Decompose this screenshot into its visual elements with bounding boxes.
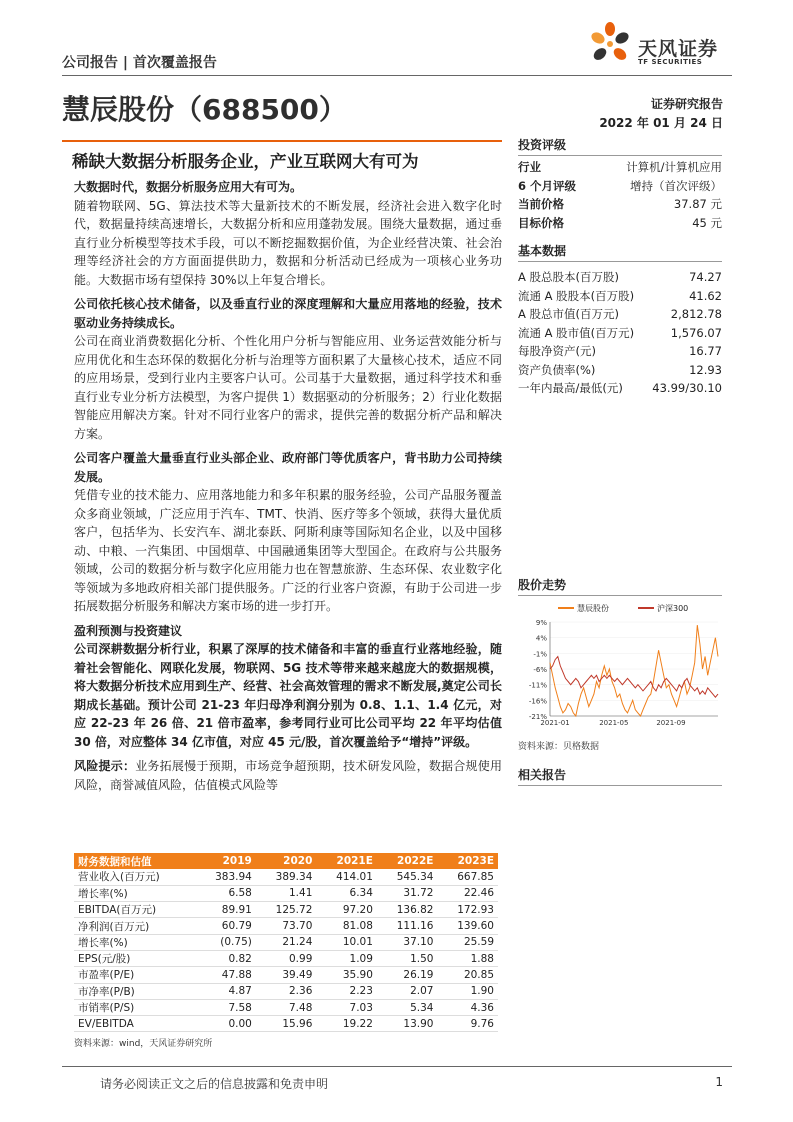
table-header-label: 财务数据和估值: [74, 853, 195, 869]
report-type: 证券研究报告: [650, 97, 723, 111]
basic-data-panel: [518, 242, 722, 398]
logo-text: 天风证券: [638, 38, 719, 60]
related-panel: [518, 766, 722, 786]
risk-paragraph: [74, 757, 502, 794]
table-cell: 5.34: [377, 999, 438, 1015]
table-cell: 19.22: [316, 1016, 377, 1032]
page-number: 1: [715, 1075, 723, 1089]
table-row: [74, 885, 498, 901]
table-row-label: EBITDA(百万元): [74, 902, 195, 918]
table-cell: 7.48: [256, 999, 317, 1015]
section-paragraph: 公司在商业消费数据化分析、个性化用户分析与智能应用、业务运营效能分析与应用优化和生态环保的数据化分析与治理等方面积累了大量核心技术，适应不同的应用场景，受到行业内主要客户认可。公司基于大量数据，通过科学技术和垂直行业专业分析方法模型，为客户提供 1）数据驱动的分析服务；2）行业化数据智能应用解决方案。针对不同行业客户的需求，提供完善的数据分析产品和解决方案。: [74, 334, 502, 441]
table-cell: 7.03: [316, 999, 377, 1015]
table-cell: 31.72: [377, 885, 438, 901]
rating-panel: [518, 136, 722, 232]
table-row: [74, 1016, 498, 1032]
table-cell: 73.70: [256, 918, 317, 934]
header-divider: [62, 75, 732, 76]
price-line-chart: [518, 598, 722, 734]
basic-key: 资产负债率(%): [518, 362, 596, 377]
table-cell: 4.87: [195, 983, 256, 999]
table-cell: 0.82: [195, 950, 256, 966]
section-paragraph: 公司深耕数据分析行业，积累了深厚的技术储备和丰富的垂直行业落地经验，随着社会智能化、网联化发展，物联网、5G 技术等带来越来越庞大的数据规模，将大数据分析技术应用到生产、经营、社会高效管理的需求不断发展,奠定公司长期成长基础。预计公司 21-23 年归母净利润分别为 0.8、1.1、1.4 亿元，对应 22-23 年 26 倍、21 倍市盈率，参考同行业可比公司平均 22 年平均估值 30 倍，对应整体 34 亿市值，对应 45 元/股，首次覆盖给予“增持”评级。: [74, 642, 502, 749]
legend-label: 慧辰股份: [577, 604, 609, 613]
rating-value: 45 元: [692, 215, 722, 230]
legend-label: 沪深300: [657, 604, 689, 613]
chart-head: 股价走势: [518, 576, 722, 596]
table-cell: 47.88: [195, 967, 256, 983]
table-header-year: 2022E: [377, 853, 438, 869]
basic-key: 一年内最高/最低(元): [518, 381, 623, 395]
table-row-label: EPS(元/股): [74, 950, 195, 966]
table-cell: 139.60: [437, 918, 498, 934]
table-cell: 7.58: [195, 999, 256, 1015]
basic-key: 每股净资产(元): [518, 344, 596, 358]
x-tick-label: 2021-01: [540, 719, 570, 727]
table-cell: 15.96: [256, 1016, 317, 1032]
table-cell: (0.75): [195, 934, 256, 950]
table-row-label: 市销率(P/S): [74, 999, 195, 1015]
rating-key: 目标价格: [518, 215, 564, 230]
basic-value: 74.27: [689, 270, 722, 284]
table-cell: 1.09: [316, 950, 377, 966]
table-cell: 0.00: [195, 1016, 256, 1032]
main-body: [74, 178, 502, 794]
table-cell: 545.34: [377, 869, 438, 885]
series-line-index: [550, 657, 718, 698]
table-cell: 389.34: [256, 869, 317, 885]
x-tick-label: 2021-05: [599, 719, 629, 727]
table-row: [74, 934, 498, 950]
table-row: [74, 918, 498, 934]
basic-key: 流通 A 股股本(百万股): [518, 288, 635, 303]
table-row: [74, 999, 498, 1015]
table-row: [74, 869, 498, 885]
chart-source: 资料来源：贝格数据: [518, 742, 600, 752]
y-tick-label: -6%: [533, 666, 547, 674]
tf-logo-icon: [586, 20, 634, 68]
basic-key: A 股总股本(百万股): [518, 270, 619, 284]
table-cell: 89.91: [195, 902, 256, 918]
table-row-label: 增长率(%): [74, 934, 195, 950]
basic-key: 流通 A 股市值(百万元): [518, 325, 635, 340]
table-cell: 1.41: [256, 885, 317, 901]
risk-text: 业务拓展慢于预期，市场竞争超预期，技术研发风险，数据合规使用风险，商誉减值风险，估值模式风险等: [74, 759, 502, 792]
logo-subtext: TF SECURITIES: [638, 58, 703, 66]
table-header-year: 2023E: [437, 853, 498, 869]
rating-head: 投资评级: [518, 136, 722, 156]
table-row-label: 市盈率(P/E): [74, 967, 195, 983]
footer-disclaimer: 请务必阅读正文之后的信息披露和免责申明: [100, 1077, 329, 1091]
table-cell: 9.76: [437, 1016, 498, 1032]
table-cell: 172.93: [437, 902, 498, 918]
x-tick-label: 2021-09: [656, 719, 686, 727]
table-row-label: EV/EBITDA: [74, 1016, 195, 1032]
report-subtitle: 稀缺大数据分析服务企业，产业互联网大有可为: [72, 152, 419, 171]
rating-value: 37.87 元: [673, 197, 722, 211]
table-cell: 1.50: [377, 950, 438, 966]
table-cell: 2.36: [256, 983, 317, 999]
basic-value: 16.77: [689, 344, 722, 358]
table-cell: 383.94: [195, 869, 256, 885]
table-cell: 22.46: [437, 885, 498, 901]
financial-table-wrap: [74, 853, 498, 1049]
table-cell: 39.49: [256, 967, 317, 983]
table-cell: 6.58: [195, 885, 256, 901]
y-tick-label: -16%: [528, 697, 547, 706]
section-heading: 公司客户覆盖大量垂直行业头部企业、政府部门等优质客户，背书助力公司持续发展。: [74, 451, 502, 484]
table-cell: 13.90: [377, 1016, 438, 1032]
table-source: 资料来源：wind，天风证券研究所: [74, 1039, 213, 1050]
table-row: [74, 950, 498, 966]
financial-table: [74, 853, 498, 1032]
rating-value: 增持（首次评级）: [630, 178, 722, 193]
section-heading: 公司依托核心技术储备，以及垂直行业的深度理解和大量应用落地的经验，技术驱动业务持续成长。: [74, 297, 502, 330]
basic-value: 1,576.07: [670, 325, 722, 340]
section-heading: 盈利预测与投资建议: [74, 623, 183, 638]
table-cell: 26.19: [377, 967, 438, 983]
table-row-label: 营业收入(百万元): [74, 869, 195, 885]
report-category: 公司报告 | 首次覆盖报告: [62, 55, 217, 71]
table-cell: 1.88: [437, 950, 498, 966]
table-row: [74, 967, 498, 983]
table-cell: 111.16: [377, 918, 438, 934]
table-row: [74, 902, 498, 918]
table-cell: 125.72: [256, 902, 317, 918]
table-row-label: 增长率(%): [74, 885, 195, 901]
table-header-year: 2019: [195, 853, 256, 869]
rating-key: 当前价格: [518, 197, 564, 211]
rating-key: 6 个月评级: [518, 178, 577, 193]
table-cell: 60.79: [195, 918, 256, 934]
table-cell: 21.24: [256, 934, 317, 950]
table-cell: 667.85: [437, 869, 498, 885]
basic-value: 43.99/30.10: [652, 381, 722, 395]
table-cell: 2.07: [377, 983, 438, 999]
table-cell: 2.23: [316, 983, 377, 999]
rating-value: 计算机/计算机应用: [626, 160, 722, 174]
table-cell: 1.90: [437, 983, 498, 999]
related-head: 相关报告: [518, 766, 722, 786]
table-row: [74, 983, 498, 999]
table-cell: 136.82: [377, 902, 438, 918]
rating-key: 行业: [518, 160, 541, 174]
table-cell: 35.90: [316, 967, 377, 983]
table-cell: 4.36: [437, 999, 498, 1015]
basic-value: 41.62: [689, 288, 722, 303]
basic-key: A 股总市值(百万元): [518, 307, 619, 321]
table-cell: 81.08: [316, 918, 377, 934]
y-tick-label: 4%: [535, 634, 547, 643]
section-heading: 大数据时代，数据分析服务应用大有可为。: [74, 180, 303, 194]
table-cell: 20.85: [437, 967, 498, 983]
y-tick-label: -21%: [528, 713, 547, 721]
table-row-label: 净利润(百万元): [74, 918, 195, 934]
table-cell: 25.59: [437, 934, 498, 950]
footer-divider: [62, 1066, 732, 1067]
y-tick-label: -1%: [533, 650, 547, 659]
table-header-year: 2021E: [316, 853, 377, 869]
title-divider: [62, 140, 502, 142]
table-cell: 414.01: [316, 869, 377, 885]
table-row-label: 市净率(P/B): [74, 983, 195, 999]
basic-value: 12.93: [689, 362, 722, 377]
price-chart-panel: [518, 576, 722, 596]
table-header-year: 2020: [256, 853, 317, 869]
section-paragraph: 随着物联网、5G、算法技术等大量新技术的不断发展，经济社会进入数字化时代，数据量持续高速增长，大数据分析和应用蓬勃发展。围绕大量数据，通过垂直行业分析模型等技术手段，可以不断挖掘数据价值，为企业经营决策、社会治理等经济社会的方方面面提供助力，数据和分析活动已经成为一项核心业务功能。大数据市场有望保持 30%以上年复合增长。: [74, 198, 502, 287]
table-cell: 0.99: [256, 950, 317, 966]
basic-head: 基本数据: [518, 242, 722, 262]
table-cell: 97.20: [316, 902, 377, 918]
risk-label: 风险提示：: [74, 759, 136, 773]
table-cell: 37.10: [377, 934, 438, 950]
series-line-stock: [550, 625, 718, 716]
y-tick-label: 9%: [535, 619, 547, 627]
section-paragraph: 凭借专业的技术能力、应用落地能力和多年积累的服务经验，公司产品服务覆盖众多商业领域，广泛应用于汽车、TMT、快消、医疗等多个领域，获得大量优质客户，包括华为、长安汽车、湖北泰跃、阿斯利康等国际知名企业，以及中国移动、中粮、一汽集团、中国烟草、中国融通集团等大型国企。在政府与公共服务领域，公司的数据分析与数字化应用能力也在智慧旅游、生态环保、农业数字化等领域为多地政府相关部门提供服务。广泛的行业客户资源，有助于公司进一步拓展数据分析服务和解决方案市场的进一步打开。: [74, 488, 502, 613]
table-cell: 10.01: [316, 934, 377, 950]
basic-value: 2,812.78: [670, 307, 722, 321]
y-tick-label: -11%: [528, 681, 547, 690]
table-cell: 6.34: [316, 885, 377, 901]
page-title: 慧辰股份（688500）: [62, 93, 347, 126]
report-date: 2022 年 01 月 24 日: [599, 116, 723, 130]
